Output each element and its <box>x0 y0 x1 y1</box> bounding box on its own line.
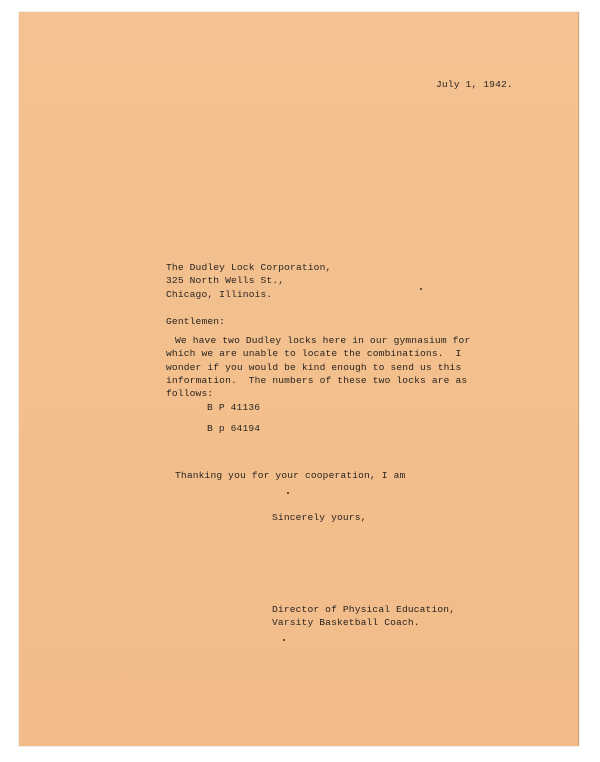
recipient-city: Chicago, Illinois. <box>166 289 273 300</box>
lock-number-2: B p 64194 <box>207 423 261 434</box>
letter-date: July 1, 1942. <box>436 79 513 90</box>
ink-speck <box>420 288 422 290</box>
recipient-street: 325 North Wells St., <box>166 275 285 286</box>
thanks-line: Thanking you for your cooperation, I am <box>175 470 406 481</box>
body-line-2: which we are unable to locate the combinations. I <box>166 348 462 359</box>
body-line-4-text: information. The numbers of these two locks are as <box>166 375 468 386</box>
body-line-5: follows: <box>166 388 214 399</box>
recipient-name: The Dudley Lock Corporation, <box>166 262 332 273</box>
salutation: Gentlemen: <box>166 316 226 327</box>
body-line-1: We have two Dudley locks here in our gymnasium for <box>175 335 471 346</box>
letter-page <box>19 12 579 746</box>
body-line-3: wonder if you would be kind enough to send us this <box>166 362 462 373</box>
body-line-4 <box>166 374 467 387</box>
closing: Sincerely yours, <box>272 512 367 523</box>
lock-number-1: B P 41136 <box>207 402 261 413</box>
signer-title-1: Director of Physical Education, <box>272 604 456 615</box>
ink-speck <box>283 639 285 641</box>
signer-title-2: Varsity Basketball Coach. <box>272 617 420 628</box>
page-edge <box>578 12 579 746</box>
ink-speck <box>287 492 289 494</box>
